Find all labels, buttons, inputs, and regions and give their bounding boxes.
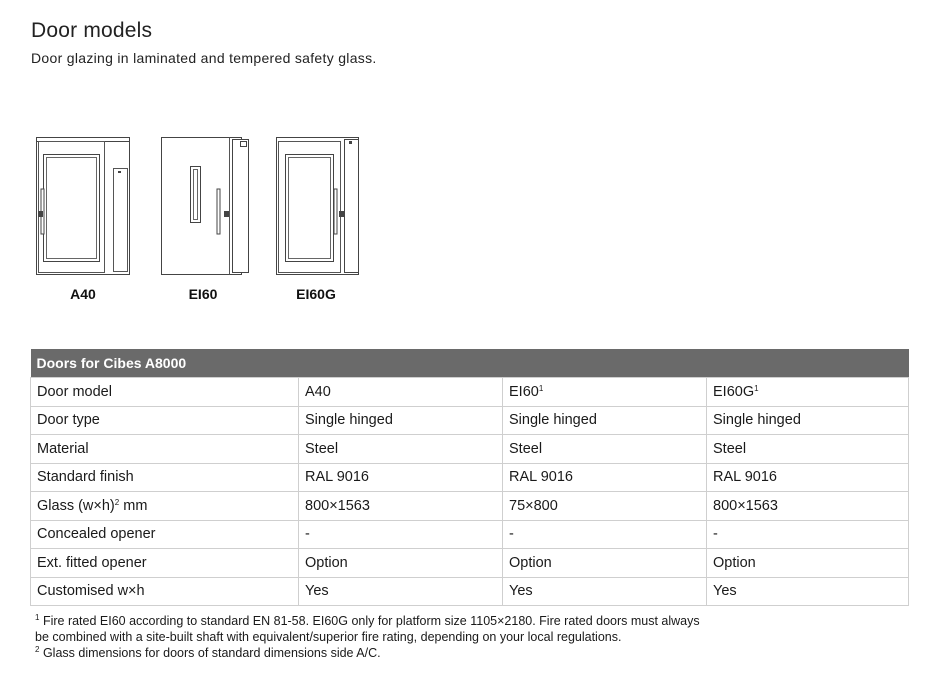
table-row	[31, 435, 909, 464]
row-label: Concealed opener	[31, 520, 299, 549]
table-cell: RAL 9016	[707, 463, 909, 492]
row-label: Material	[31, 435, 299, 464]
table-row	[31, 577, 909, 606]
door-ei60-illustration	[161, 137, 255, 275]
table-cell: Single hinged	[299, 406, 503, 435]
footnote-2: $^2$ Glass dimensions for doors of standard dimensions side A/C.	[35, 645, 381, 660]
table-cell: Option	[503, 549, 707, 578]
table-cell: RAL 9016	[299, 463, 503, 492]
table-cell: Yes	[707, 577, 909, 606]
table-row	[31, 549, 909, 578]
table-cell: -	[503, 520, 707, 549]
table-row	[31, 492, 909, 521]
table-cell: Steel	[503, 435, 707, 464]
footnotes	[35, 613, 825, 661]
door-label-ei60g: EI60G	[296, 286, 336, 302]
table-cell: -	[707, 520, 909, 549]
door-label-a40: A40	[70, 286, 96, 302]
footnote-1: $^1$ Fire rated EI60 according to standard EN 81-58. EI60G only for platform size 1105×2180. Fire rated doors must always	[35, 613, 700, 628]
row-label-door-model: Door model	[31, 378, 299, 407]
table-cell: Steel	[707, 435, 909, 464]
column-header-ei60: $EI60^1$	[503, 378, 707, 407]
page-title: Door models	[31, 19, 153, 42]
door-ei60g-illustration	[276, 137, 370, 275]
table-cell: -	[299, 520, 503, 549]
table-cell: Yes	[299, 577, 503, 606]
table-cell: Option	[299, 549, 503, 578]
row-label-glass: Glass $(w\times h)^2$ mm	[31, 492, 299, 521]
column-header-ei60g: $EI60G^1$	[707, 378, 909, 407]
table-cell: 75×800	[503, 492, 707, 521]
table-header-row	[31, 349, 909, 378]
column-header-a40: A40	[299, 378, 503, 407]
row-label: Door type	[31, 406, 299, 435]
table-cell: 800×1563	[299, 492, 503, 521]
table-row	[31, 463, 909, 492]
door-a40-illustration	[36, 137, 130, 275]
door-spec-table	[30, 349, 909, 606]
door-label-ei60: EI60	[188, 286, 218, 302]
table-cell: RAL 9016	[503, 463, 707, 492]
table-row	[31, 406, 909, 435]
row-label: Ext. fitted opener	[31, 549, 299, 578]
row-label: Standard finish	[31, 463, 299, 492]
table-cell: 800×1563	[707, 492, 909, 521]
footnote-1-continued: be combined with a site-built shaft with equivalent/superior fire rating, depending on your local regulations.	[35, 630, 622, 644]
table-heading: Doors for Cibes A8000	[31, 349, 909, 378]
table-row	[31, 520, 909, 549]
row-label: Customised w×h	[31, 577, 299, 606]
table-cell: Option	[707, 549, 909, 578]
table-cell: Steel	[299, 435, 503, 464]
page-subtitle: Door glazing in laminated and tempered safety glass.	[31, 50, 377, 66]
table-cell: Yes	[503, 577, 707, 606]
table-cell: Single hinged	[503, 406, 707, 435]
table-cell: Single hinged	[707, 406, 909, 435]
table-row	[31, 378, 909, 407]
